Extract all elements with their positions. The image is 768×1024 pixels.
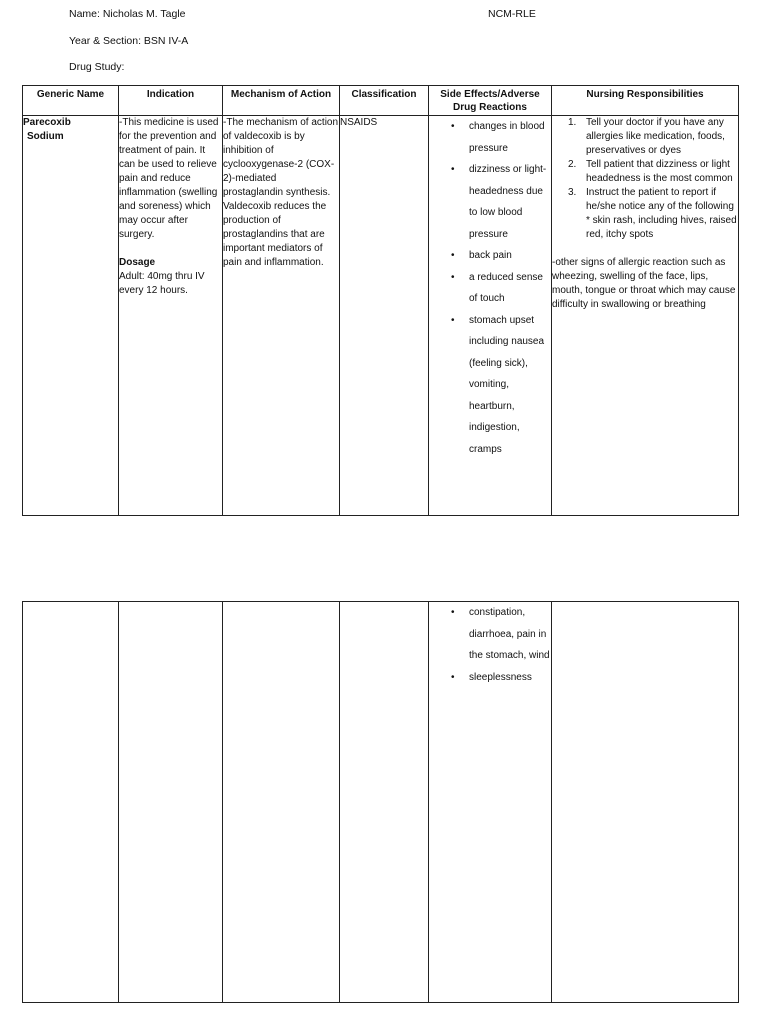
list-item: 1. Tell your doctor if you have any allergies like medication, foods, preservatives or dyes (568, 117, 725, 156)
list-item: • a reduced sense of touch (429, 267, 551, 310)
side-effects-list (429, 602, 551, 688)
dosage-label: Dosage (119, 257, 156, 268)
bullet-icon: • (451, 671, 455, 683)
bullet-icon: • (451, 607, 455, 618)
classification-text: NSAIDS (340, 117, 378, 128)
nursing-sub-note: * skin rash, including hives, raised red, itchy spots (586, 215, 737, 240)
indication-cell (119, 116, 223, 516)
list-item: • stomach upset including nausea (feeling sick), vomiting, heartburn, indigestion, cramps (429, 310, 551, 461)
dosage-text: Adult: 40mg thru IV every 12 hours. (119, 271, 205, 296)
empty-cell (23, 602, 119, 1003)
list-item: • constipation, diarrhoea, pain in the stomach, wind (429, 602, 551, 667)
table-row (23, 116, 739, 516)
list-item: • dizziness or light-headedness due to low blood pressure (429, 159, 551, 245)
list-item: 3. Instruct the patient to report if he/she notice any of the following (568, 187, 734, 212)
nursing-list (552, 116, 738, 214)
table-row (23, 602, 739, 1003)
col-header-side-effects: Side Effects/Adverse Drug Reactions (429, 86, 552, 116)
col-header-classification: Classification (340, 86, 429, 116)
generic-name-line: Sodium (27, 131, 64, 142)
col-header-generic-name: Generic Name (23, 86, 119, 116)
empty-cell (552, 602, 739, 1003)
nursing-other-note: -other signs of allergic reaction such as wheezing, swelling of the face, lips, mouth, tongue or throat which may cause difficulty in swallowing or breathing (552, 257, 736, 310)
side-effects-list (429, 116, 551, 460)
year-section: Year & Section: BSN IV-A (69, 35, 189, 47)
drug-study-label: Drug Study: (69, 61, 125, 73)
col-header-nursing: Nursing Responsibilities (552, 86, 739, 116)
bullet-icon: • (451, 314, 455, 326)
drug-study-table (22, 85, 739, 516)
list-item: • back pain (429, 245, 551, 267)
table-header-row (23, 86, 739, 116)
drug-study-table-continued (22, 601, 739, 1003)
indication-text: -This medicine is used for the prevention and treatment of pain. It can be used to relieve pain and reduce inflammation (swelling and soreness) which may occur after surgery. (119, 117, 219, 240)
empty-cell (119, 602, 223, 1003)
col-header-mechanism: Mechanism of Action (223, 86, 340, 116)
list-item: 2. Tell patient that dizziness or light headedness is the most common (568, 159, 733, 184)
empty-cell (340, 602, 429, 1003)
generic-name-cell (23, 116, 119, 516)
bullet-icon: • (451, 250, 455, 261)
side-effects-cell (429, 602, 552, 1003)
empty-cell (223, 602, 340, 1003)
mechanism-text: -The mechanism of action of valdecoxib is by inhibition of cyclooxygenase-2 (COX-2)-mediated prostaglandin synthesis. Valdecoxib reduces the production of prostaglandins that are important mediators of pain and inflammation. (223, 117, 339, 268)
student-name: Name: Nicholas M. Tagle (69, 8, 186, 20)
col-header-indication: Indication (119, 86, 223, 116)
generic-name-line: Parecoxib (23, 117, 71, 128)
list-item: • changes in blood pressure (429, 116, 551, 159)
bullet-icon: • (451, 164, 455, 175)
side-effects-cell (429, 116, 552, 516)
bullet-icon: • (451, 271, 455, 283)
bullet-icon: • (451, 121, 455, 132)
classification-cell (340, 116, 429, 516)
course-code: NCM-RLE (488, 8, 536, 20)
mechanism-cell (223, 116, 340, 516)
nursing-cell (552, 116, 739, 516)
list-item: • sleeplessness (429, 667, 551, 689)
